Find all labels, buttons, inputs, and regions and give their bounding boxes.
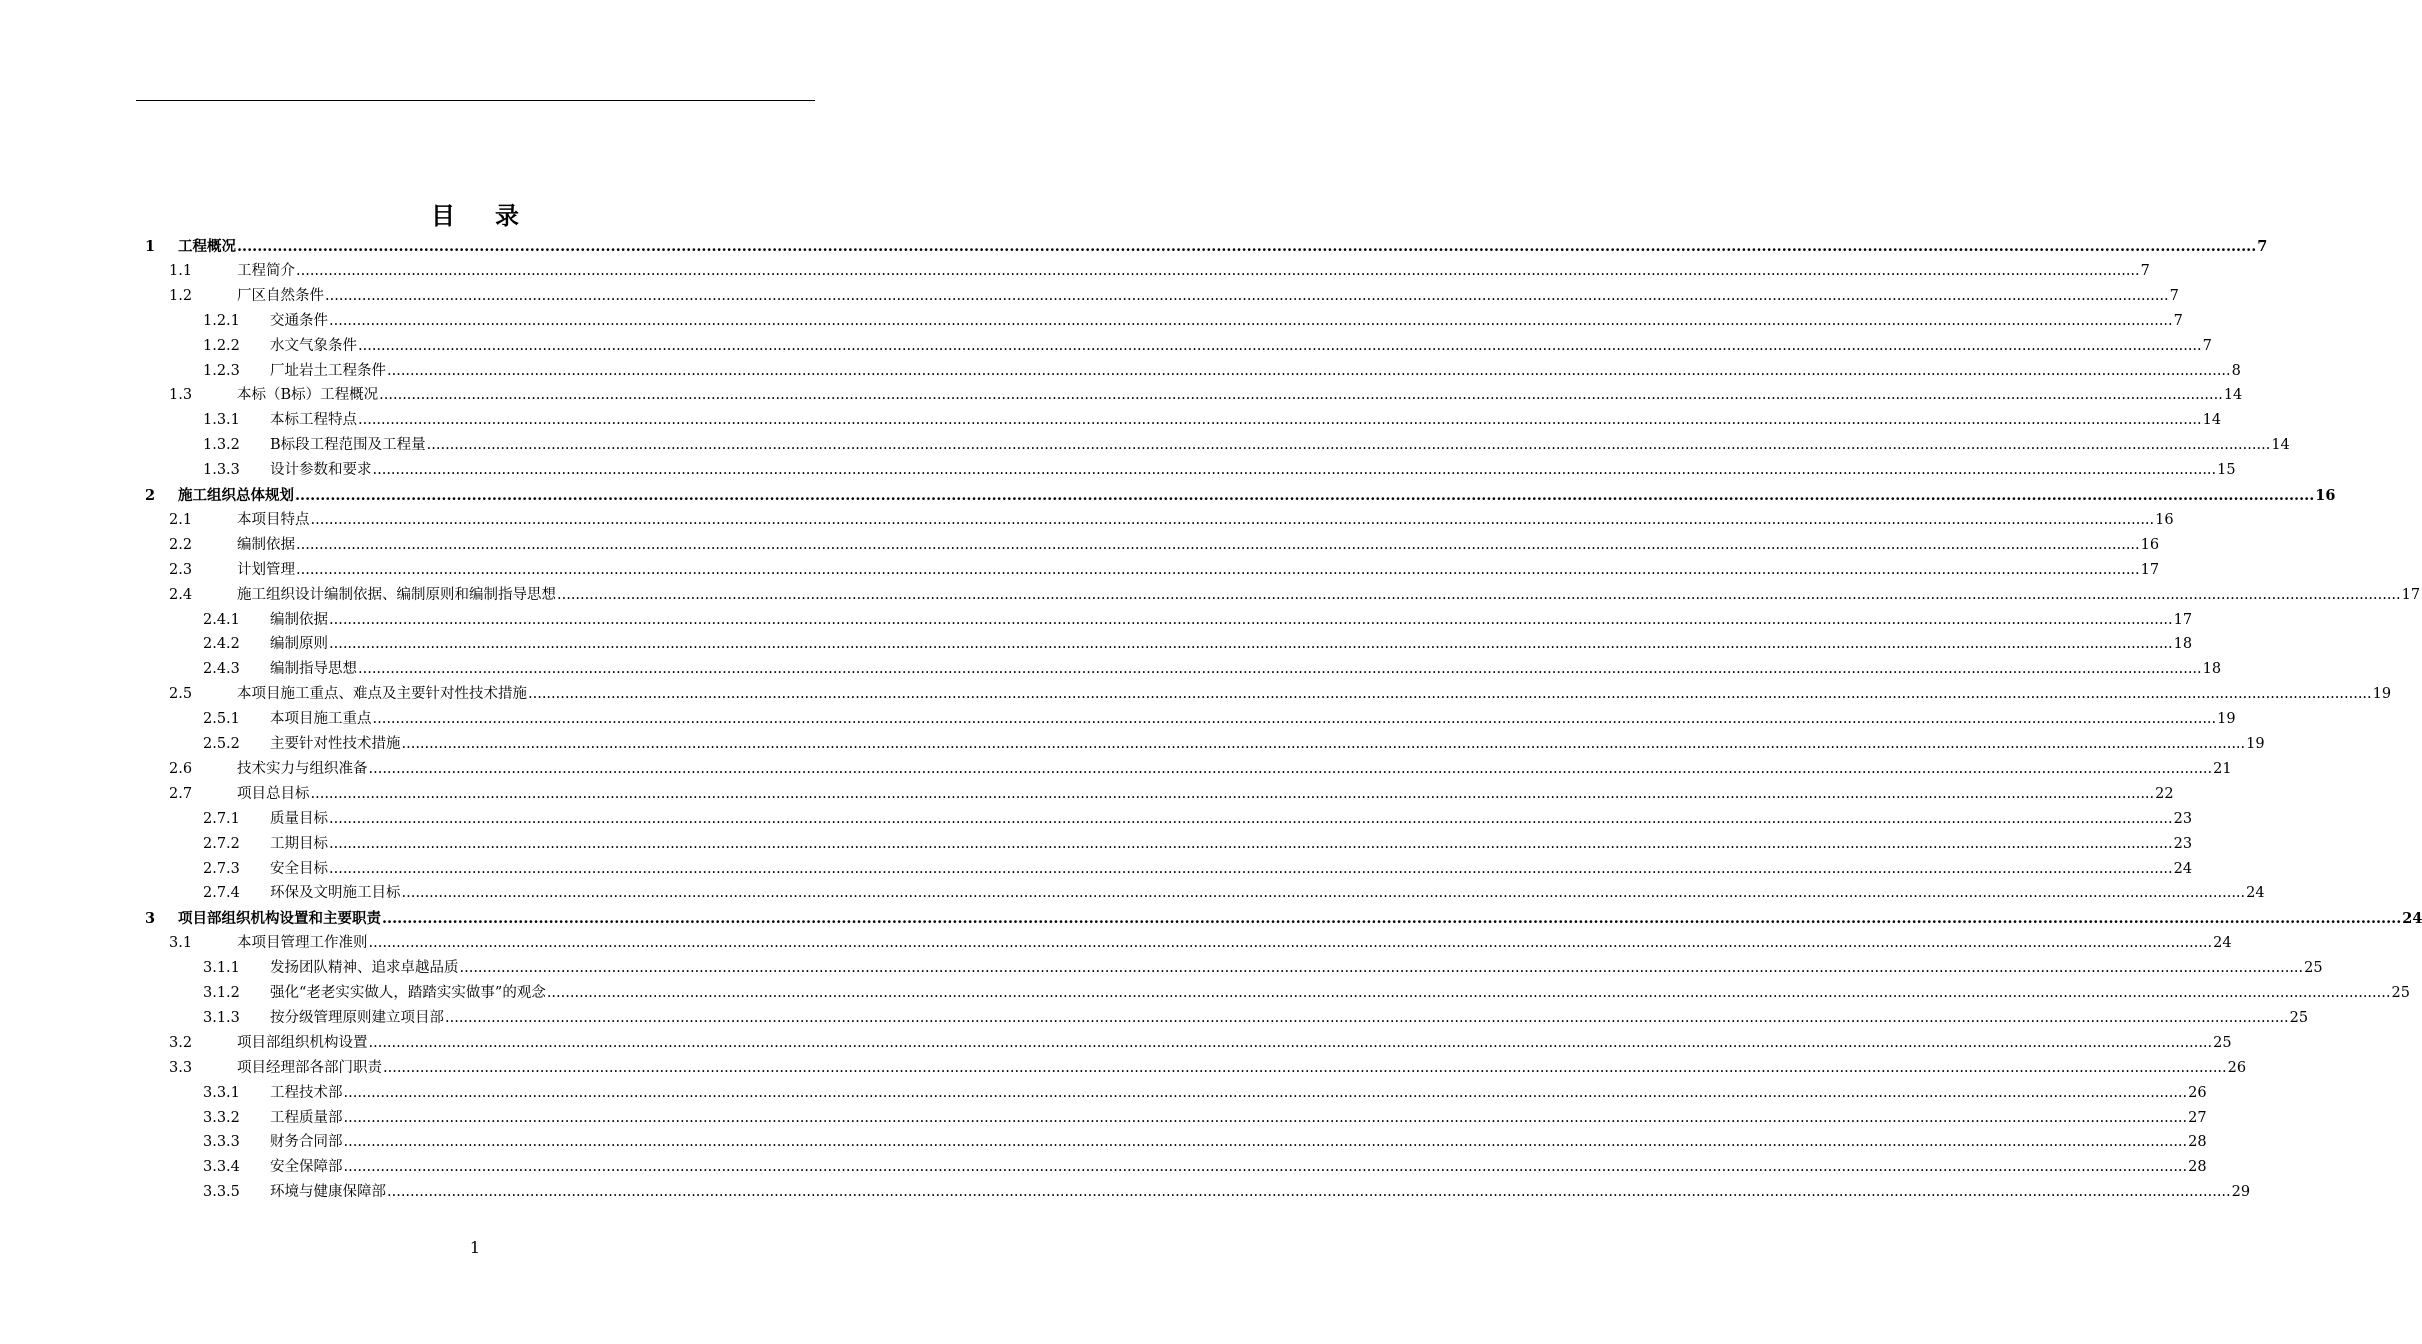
toc-entry[interactable] [203,732,2265,757]
toc-leader-dots: ................................................................................................................................................................................................................................................................................................................................................................................................................ [401,736,2246,752]
toc-entry-title: 技术实力与组织准备 [237,760,368,777]
toc-entry[interactable] [203,832,2193,857]
toc-leader-dots: ................................................................................................................................................................................................................................................................................................................................................................................................................ [426,437,2271,454]
toc-entry[interactable] [203,608,2193,633]
toc-entry[interactable] [169,757,2232,782]
toc-entry-page: 24 [2402,910,2422,928]
toc-entry-page: 24 [2173,860,2193,877]
toc-entry-page: 7 [2173,312,2183,329]
toc-leader-dots: ................................................................................................................................................................................................................................................................................................................................................................................................................ [358,337,2202,354]
toc-entry[interactable] [145,483,2336,508]
toc-entry-page: 19 [2217,711,2236,728]
toc-entry-number: 2 [145,487,156,504]
toc-entry-title: 水文气象条件 [270,337,357,354]
toc-entry-page: 16 [2140,536,2160,553]
toc-entry-page: 27 [2188,1109,2207,1126]
toc-entry[interactable] [169,1031,2232,1056]
toc-entry-number: 3.3.5 [203,1184,240,1201]
toc-entry-number: 1.3.2 [203,437,240,454]
toc-leader-dots: ................................................................................................................................................................................................................................................................................................................................................................................................................ [329,312,2173,329]
toc-entry-number: 2.5.2 [203,736,240,752]
toc-entry[interactable] [169,931,2232,956]
toc-entry[interactable] [203,632,2193,657]
toc-entry-number: 2.7.4 [203,885,240,902]
toc-entry-page: 25 [2391,985,2410,1001]
toc-entry-number: 1.3 [169,387,193,404]
toc-entry-page: 17 [2401,586,2421,603]
toc-entry-title: B标段工程范围及工程量 [270,437,426,454]
toc-entry-title: 编制原则 [270,636,328,653]
toc-entry-page: 22 [2155,785,2174,802]
toc-leader-dots: ................................................................................................................................................................................................................................................................................................................................................................................................................ [445,1009,2289,1026]
toc-entry-title: 厂址岩土工程条件 [270,362,386,379]
toc-entry[interactable] [203,956,2323,981]
toc-entry-number: 1.1 [169,262,193,279]
toc-leader-dots: ................................................................................................................................................................................................................................................................................................................................................................................................................ [368,760,2213,777]
toc-entry-title: 项目部组织机构设置 [237,1034,368,1051]
toc-entry-title: 工程质量部 [270,1109,343,1126]
toc-leader-dots: ................................................................................................................................................................................................................................................................................................................................................................................................................ [387,362,2231,379]
toc-entry-page: 19 [2372,686,2392,703]
toc-entry-number: 3.1.2 [203,985,240,1001]
toc-entry-number: 1.2.2 [203,337,240,354]
toc-entry-title: 编制依据 [237,536,295,553]
toc-leader-dots: ................................................................................................................................................................................................................................................................................................................................................................................................................ [401,885,2246,902]
toc-entry-title: 计划管理 [237,561,295,578]
toc-entry-number: 3.3.1 [203,1084,240,1101]
toc-entry-title: 项目总目标 [237,785,310,802]
toc-entry-title: 安全目标 [270,860,328,877]
toc-leader-dots: ................................................................................................................................................................................................................................................................................................................................................................................................................ [358,412,2202,429]
toc-entry[interactable] [145,906,2422,931]
toc-entry[interactable] [203,408,2222,433]
toc-leader-dots: ................................................................................................................................................................................................................................................................................................................................................................................................................ [329,860,2173,877]
toc-entry-number: 3.3.3 [203,1134,240,1151]
toc-leader-dots: ................................................................................................................................................................................................................................................................................................................................................................................................................ [368,1034,2213,1051]
toc-entry-page: 23 [2173,810,2193,827]
toc-entry-page: 29 [2231,1184,2251,1201]
toc-entry[interactable] [203,1155,2207,1180]
toc-entry-title: 质量目标 [270,810,328,827]
toc-leader-dots: ................................................................................................................................................................................................................................................................................................................................................................................................................ [528,686,2372,703]
toc-entry-page: 7 [2140,262,2150,279]
toc-entry-number: 2.7.2 [203,835,240,852]
toc-entry-title: 按分级管理原则建立项目部 [270,1009,444,1026]
toc-entry[interactable] [169,533,2160,558]
toc-entry[interactable] [203,433,2290,458]
toc-leader-dots: ................................................................................................................................................................................................................................................................................................................................................................................................................ [383,1059,2227,1076]
toc-entry[interactable] [203,1006,2309,1031]
toc-entry-page: 7 [2257,238,2268,255]
toc-entry-number: 3.3.4 [203,1159,240,1176]
toc-entry-page: 14 [2271,437,2290,454]
toc-entry-number: 2.5 [169,686,193,703]
toc-entry-page: 25 [2213,1034,2232,1051]
toc-entry-page: 7 [2169,287,2179,304]
toc-leader-dots: ................................................................................................................................................................................................................................................................................................................................................................................................................ [237,238,2257,255]
toc-entry-title: 设计参数和要求 [270,462,372,479]
toc-entry-page: 26 [2227,1059,2247,1076]
page-number: 1 [469,1238,481,1257]
toc-entry-page: 24 [2213,935,2232,952]
toc-leader-dots: ................................................................................................................................................................................................................................................................................................................................................................................................................ [329,810,2173,827]
toc-entry-title: 环保及文明施工目标 [270,885,401,902]
toc-entry-title: 编制依据 [270,611,328,628]
toc-entry-page: 15 [2217,462,2236,479]
toc-entry[interactable] [203,359,2241,384]
toc-entry-page: 16 [2155,511,2174,528]
toc-entry-title: 工程概况 [178,238,236,255]
toc-entry-page: 18 [2202,661,2222,678]
toc-entry-title: 发扬团队精神、追求卓越品质 [270,960,459,977]
toc-entry[interactable] [203,807,2193,832]
toc-leader-dots: ................................................................................................................................................................................................................................................................................................................................................................................................................ [343,1134,2188,1151]
toc-entry-title: 工程简介 [237,262,295,279]
toc-entry-number: 1.2 [169,287,193,304]
toc-entry-number: 3.1.1 [203,960,240,977]
toc-leader-dots: ................................................................................................................................................................................................................................................................................................................................................................................................................ [343,1084,2188,1101]
toc-entry-page: 25 [2304,960,2323,977]
toc-leader-dots: ................................................................................................................................................................................................................................................................................................................................................................................................................ [325,287,2169,304]
toc-entry[interactable] [169,782,2174,807]
toc-entry[interactable] [169,284,2179,309]
toc-entry[interactable] [169,682,2392,707]
toc-entry-title: 本项目施工重点 [270,711,372,728]
toc-entry[interactable] [203,981,2410,1006]
toc-leader-dots: ................................................................................................................................................................................................................................................................................................................................................................................................................ [310,511,2155,528]
toc-entry[interactable] [169,1056,2247,1081]
toc-entry-title: 施工组织设计编制依据、编制原则和编制指导思想 [237,586,556,603]
toc-entry-number: 3.1 [169,935,193,952]
toc-entry-title: 项目经理部各部门职责 [237,1059,382,1076]
toc-leader-dots: ................................................................................................................................................................................................................................................................................................................................................................................................................ [310,785,2155,802]
toc-entry[interactable] [203,1106,2207,1131]
toc-entry-title: 项目部组织机构设置和主要职责 [178,910,381,928]
toc-leader-dots: ................................................................................................................................................................................................................................................................................................................................................................................................................ [329,636,2173,653]
toc-leader-dots: ................................................................................................................................................................................................................................................................................................................................................................................................................ [372,462,2217,479]
toc-entry-number: 3.2 [169,1034,193,1051]
toc-entry-title: 主要针对性技术措施 [270,736,401,752]
toc-entry-number: 3.3 [169,1059,193,1076]
toc-leader-dots: ................................................................................................................................................................................................................................................................................................................................................................................................................ [329,835,2173,852]
toc-title-char-1: 目 [431,201,455,230]
toc-title [0,196,950,231]
toc-entry-number: 3.3.2 [203,1109,240,1126]
toc-entry-number: 2.5.1 [203,711,240,728]
toc-entry-title: 本项目施工重点、难点及主要针对性技术措施 [237,686,527,703]
toc-entry-number: 3 [145,910,156,928]
toc-entry-number: 2.6 [169,760,193,777]
toc-entry-page: 25 [2289,1009,2309,1026]
toc-entry-title: 本标工程特点 [270,412,357,429]
toc-entry-number: 1.3.3 [203,462,240,479]
toc-entry-title: 财务合同部 [270,1134,343,1151]
toc-entry[interactable] [203,707,2236,732]
toc-leader-dots: ................................................................................................................................................................................................................................................................................................................................................................................................................ [557,586,2401,603]
toc-entry[interactable] [203,881,2265,906]
toc-entry-page: 14 [2202,412,2222,429]
toc-entry-number: 1.3.1 [203,412,240,429]
toc-leader-dots: ................................................................................................................................................................................................................................................................................................................................................................................................................ [343,1159,2188,1176]
toc-leader-dots: ................................................................................................................................................................................................................................................................................................................................................................................................................ [379,387,2223,404]
toc-entry-title: 工程技术部 [270,1084,343,1101]
toc-entry-title: 本项目管理工作准则 [237,935,368,952]
toc-entry-number: 2.2 [169,536,193,553]
toc-entry[interactable] [169,259,2150,284]
toc-leader-dots: ................................................................................................................................................................................................................................................................................................................................................................................................................ [387,1184,2231,1201]
toc-entry-title: 本项目特点 [237,511,310,528]
toc-entry-page: 23 [2173,835,2193,852]
toc-leader-dots: ................................................................................................................................................................................................................................................................................................................................................................................................................ [329,611,2173,628]
toc-entry-page: 17 [2173,611,2193,628]
toc-entry-page: 24 [2246,885,2265,902]
toc-leader-dots: ................................................................................................................................................................................................................................................................................................................................................................................................................ [368,935,2213,952]
toc-entry-page: 28 [2188,1159,2207,1176]
toc-entry[interactable] [203,309,2183,334]
toc-entry-page: 16 [2315,487,2336,504]
toc-leader-dots: ................................................................................................................................................................................................................................................................................................................................................................................................................ [295,487,2315,504]
toc-entry-number: 2.4.3 [203,661,240,678]
toc-leader-dots: ................................................................................................................................................................................................................................................................................................................................................................................................................ [296,561,2140,578]
toc-entry[interactable] [169,583,2421,608]
toc-entry[interactable] [169,508,2174,533]
toc-entry-title: 交通条件 [270,312,328,329]
toc-entry-number: 2.7 [169,785,193,802]
toc-entry-title: 安全保障部 [270,1159,343,1176]
toc-entry-page: 14 [2223,387,2243,404]
toc-entry-page: 17 [2140,561,2160,578]
toc-entry-number: 2.1 [169,511,193,528]
toc-leader-dots: ................................................................................................................................................................................................................................................................................................................................................................................................................ [296,262,2140,279]
toc-entry-number: 2.3 [169,561,193,578]
toc-title-char-2: 录 [495,201,519,230]
toc-entry-number: 1 [145,238,156,255]
toc-leader-dots: ................................................................................................................................................................................................................................................................................................................................................................................................................ [372,711,2217,728]
toc-entry-number: 2.4.2 [203,636,240,653]
toc-entry-page: 28 [2188,1134,2207,1151]
toc-entry-title: 施工组织总体规划 [178,487,294,504]
toc-entry-title: 强化“老老实实做人，踏踏实实做事”的观念 [270,985,546,1001]
toc-entry-number: 1.2.3 [203,362,240,379]
toc-entry[interactable] [145,234,2268,259]
toc-entry[interactable] [203,657,2222,682]
toc-entry[interactable] [203,857,2193,882]
toc-leader-dots: ................................................................................................................................................................................................................................................................................................................................................................................................................ [343,1109,2188,1126]
toc-entry-number: 3.1.3 [203,1009,240,1026]
toc-leader-dots: ................................................................................................................................................................................................................................................................................................................................................................................................................ [546,985,2391,1001]
toc-entry-title: 环境与健康保障部 [270,1184,386,1201]
toc-entry-page: 26 [2188,1084,2207,1101]
toc-entry-title: 厂区自然条件 [237,287,324,304]
toc-entry[interactable] [203,334,2212,359]
toc-entry-number: 2.7.1 [203,810,240,827]
toc-entry-page: 19 [2246,736,2265,752]
toc-entry[interactable] [203,1130,2207,1155]
toc-entry-number: 2.4 [169,586,193,603]
toc-entry-title: 编制指导思想 [270,661,357,678]
toc-entry-number: 1.2.1 [203,312,240,329]
toc-leader-dots: ................................................................................................................................................................................................................................................................................................................................................................................................................ [382,910,2402,928]
toc-entry-page: 8 [2231,362,2241,379]
header-rule [136,100,815,101]
toc-entry[interactable] [169,383,2243,408]
toc-entry-page: 7 [2202,337,2212,354]
toc-entry[interactable] [203,458,2236,483]
toc-entry[interactable] [203,1180,2251,1205]
toc-entry-number: 2.4.1 [203,611,240,628]
toc-entry-number: 2.7.3 [203,860,240,877]
toc-leader-dots: ................................................................................................................................................................................................................................................................................................................................................................................................................ [459,960,2304,977]
toc-entry-title: 本标（B标）工程概况 [237,387,379,404]
toc-leader-dots: ................................................................................................................................................................................................................................................................................................................................................................................................................ [358,661,2202,678]
toc-entry[interactable] [203,1081,2207,1106]
toc-entry-page: 18 [2173,636,2193,653]
toc-entry-title: 工期目标 [270,835,328,852]
toc-entry[interactable] [169,558,2160,583]
toc-leader-dots: ................................................................................................................................................................................................................................................................................................................................................................................................................ [296,536,2140,553]
toc-entry-page: 21 [2213,760,2232,777]
